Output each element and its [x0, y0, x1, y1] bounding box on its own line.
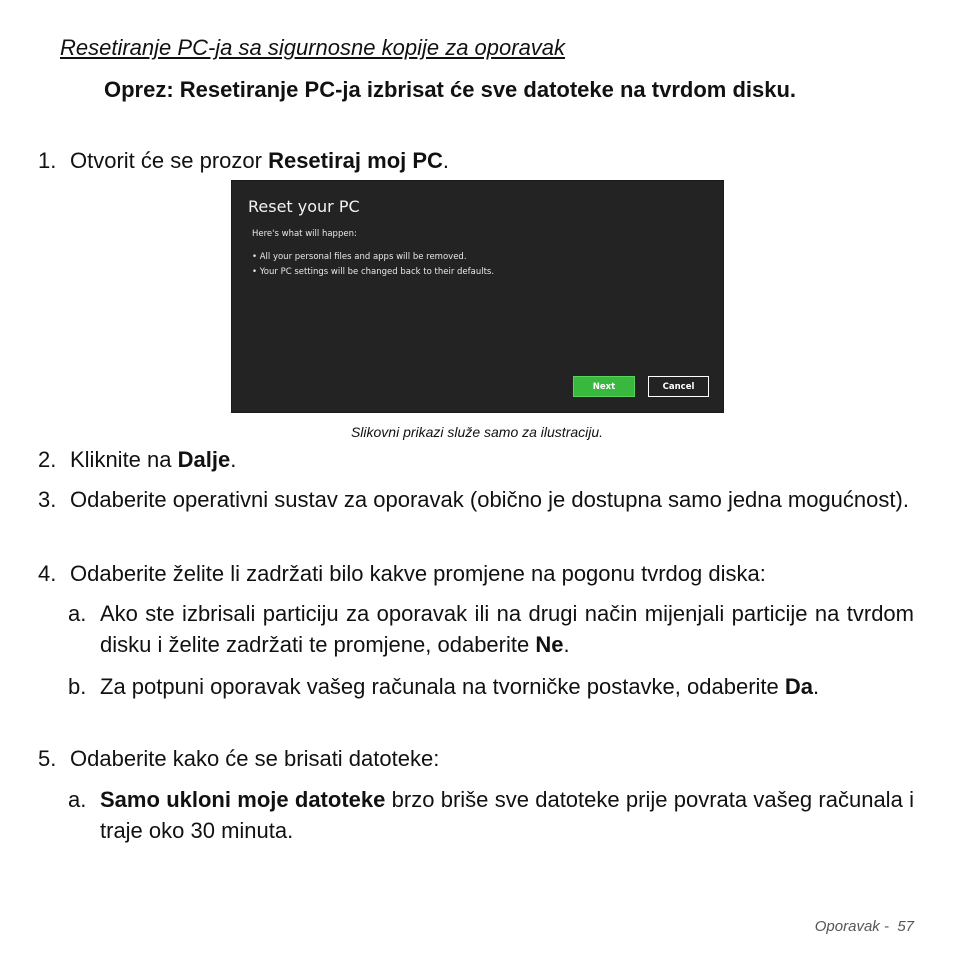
- next-button[interactable]: Next: [573, 376, 635, 397]
- step-4b: [68, 671, 914, 702]
- step-number: 1.: [38, 148, 57, 173]
- option-name: Ne: [535, 632, 564, 657]
- dialog-intro: Here's what will happen:: [252, 229, 357, 239]
- step-4a: [68, 598, 914, 660]
- substep-letter: a.: [68, 787, 87, 812]
- page-footer: [815, 918, 914, 935]
- reset-pc-screenshot: [231, 180, 724, 413]
- step-text-plain: Kliknite na: [70, 447, 178, 472]
- substep-text: [100, 671, 914, 702]
- dialog-bullet-list: [252, 250, 494, 280]
- step-number: 2.: [38, 447, 57, 472]
- step-text-plain: .: [813, 674, 820, 699]
- step-text: [70, 444, 914, 475]
- option-name: Da: [784, 674, 813, 699]
- caution-note: Oprez: Resetiranje PC-ja izbrisat će sve datoteke na tvrdom disku.: [104, 77, 797, 102]
- step-text-plain: Ako ste izbrisali particiju za oporavak ili na drugi način mijenjali particije na tvrdom disku i želite zadržati te promjene, odaberite: [100, 601, 914, 657]
- button-name: Dalje: [177, 447, 231, 472]
- step-5: [38, 743, 914, 774]
- step-2: [38, 444, 914, 475]
- step-text-plain: brzo briše sve datoteke prije povrata vašeg računala i traje oko 30 minuta.: [100, 787, 914, 843]
- step-text: Odaberite želite li zadržati bilo kakve promjene na pogonu tvrdog diska:: [70, 561, 766, 586]
- step-text-plain: Otvorit će se prozor: [70, 148, 269, 173]
- footer-section: Oporavak -: [814, 918, 889, 935]
- step-text-plain: .: [230, 447, 237, 472]
- step-text: Odaberite operativni sustav za oporavak (obično je dostupna samo jedna mogućnost).: [70, 487, 909, 512]
- substep-letter: a.: [68, 601, 87, 626]
- option-name: Samo ukloni moje datoteke: [100, 787, 386, 812]
- substep-letter: b.: [68, 674, 87, 699]
- step-4: [38, 558, 914, 589]
- page-number: 57: [897, 918, 914, 935]
- step-text-plain: .: [563, 632, 570, 657]
- step-text-plain: .: [442, 148, 450, 173]
- step-number: 5.: [38, 746, 57, 771]
- section-heading: Resetiranje PC-ja sa sigurnosne kopije za oporavak: [60, 35, 566, 60]
- step-3: [38, 484, 914, 515]
- step-5a: [68, 784, 914, 846]
- step-text: [70, 145, 914, 176]
- dialog-bullet: • Your PC settings will be changed back to their defaults.: [252, 267, 495, 277]
- figure-caption: Slikovni prikazi služe samo za ilustraciju.: [350, 424, 604, 440]
- step-number: 4.: [38, 561, 57, 586]
- dialog-bullet: • All your personal files and apps will be removed.: [252, 252, 467, 262]
- cancel-button[interactable]: Cancel: [648, 376, 709, 397]
- step-text-plain: Za potpuni oporavak vašeg računala na tvorničke postavke, odaberite: [100, 674, 785, 699]
- dialog-title: Reset your PC: [248, 197, 360, 216]
- step-number: 3.: [38, 487, 57, 512]
- substep-text: [100, 784, 914, 846]
- substep-text: [100, 598, 914, 660]
- window-name: Resetiraj moj PC: [268, 148, 443, 173]
- step-1: [38, 145, 914, 176]
- step-text: Odaberite kako će se brisati datoteke:: [70, 746, 440, 771]
